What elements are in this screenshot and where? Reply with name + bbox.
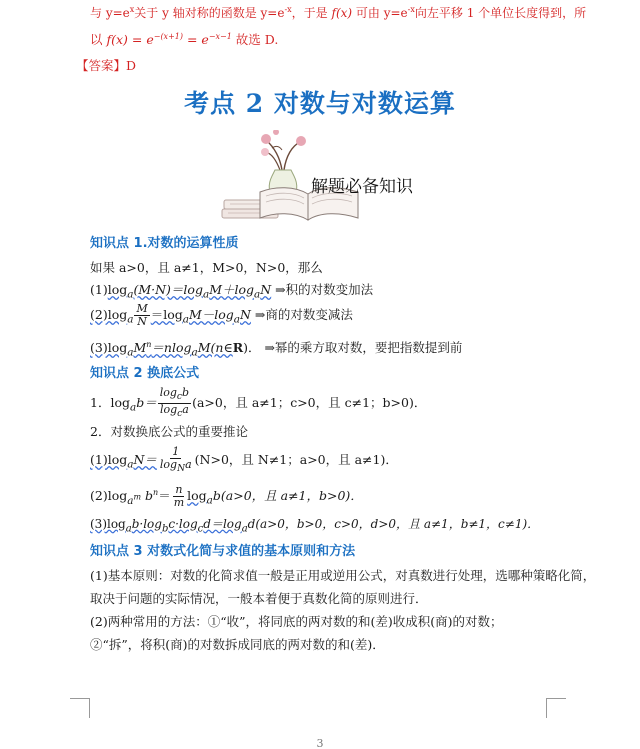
kp3-title: 知识点 3 对数式化简与求值的基本原则和方法 [90, 544, 356, 559]
log-text: log [107, 282, 128, 297]
log-base: a [127, 313, 134, 326]
log-text: (1)log [90, 452, 128, 468]
fraction-denominator: N [137, 315, 147, 328]
answer-value: D [126, 58, 137, 73]
rule-note: ⇒积的对数变加法 [271, 282, 374, 297]
formula-text: (M·N)＝log [133, 282, 203, 297]
log-text: log [159, 403, 178, 417]
kp2-corollary-title: 2．对数换底公式的重要推论 [90, 424, 248, 439]
formula-text: ＝nlog [151, 340, 192, 355]
log-text: (3)log [90, 340, 128, 355]
formula-text: d＝log [203, 517, 242, 531]
log-base: a [125, 523, 132, 535]
intro-line-1 [90, 4, 586, 21]
log-base [127, 492, 142, 507]
log-base: a [202, 288, 210, 301]
log-text: (2)log [90, 488, 128, 503]
kp1-rule-1 [90, 280, 373, 301]
reciprocal-fraction [158, 446, 194, 475]
log-base: a [182, 313, 189, 326]
corollary2-rhs [187, 488, 213, 507]
fraction-numerator: n [175, 483, 183, 496]
formula-text: M(n∈ [197, 340, 233, 355]
formula-text: M [133, 340, 147, 355]
formula-text: b＝ [136, 395, 157, 411]
corollary3-formula [90, 517, 248, 535]
fraction-denominator: m [173, 496, 185, 509]
rule-note: ⇒商的对数变减法 [250, 307, 353, 322]
log-text: ＝log [150, 307, 183, 322]
kp1-rule-3 [90, 338, 462, 359]
intro-sup: x [129, 5, 135, 14]
formula-condition: d(a>0，b>0，c>0，d>0，且 a≠1，b≠1，c≠1)． [247, 517, 540, 531]
flower-icon [261, 130, 306, 170]
intro-text: 与 y=e [90, 6, 130, 20]
kp3-paragraph-3: (2)两种常用的方法：①“收”，将同底的两对数的和(差)收成积(商)的对数； [90, 614, 503, 629]
formula-text: )． [243, 340, 261, 355]
formula-text: N＝ [133, 452, 157, 468]
log-text: log [187, 488, 207, 503]
log-base: a [129, 401, 137, 414]
log-base: c [176, 391, 183, 403]
answer-label: 【答案】 [76, 58, 127, 73]
kp2-corollary-3 [90, 515, 539, 534]
fraction-m-over-n [134, 303, 149, 328]
banner-title: 解题必备知识 [311, 177, 413, 197]
kp1-title: 知识点 1.对数的运算性质 [90, 236, 239, 251]
formula-text: b [182, 386, 190, 399]
log-base: a [191, 346, 198, 359]
kp1-rule-2 [90, 303, 353, 328]
formula-text: a [182, 403, 189, 417]
log-text: (3)log [90, 517, 126, 531]
kp2-corollary-1 [90, 446, 398, 475]
formula-text: b·log [131, 517, 162, 531]
fraction-denominator [158, 404, 191, 420]
formula-text: b [141, 488, 154, 503]
log-text: log [159, 458, 178, 471]
n-over-m-fraction [172, 484, 186, 509]
intro-sup: -x [284, 5, 292, 14]
formula-text: N [240, 307, 251, 322]
log-base: a [206, 494, 213, 507]
fraction-numerator: 1 [172, 445, 180, 458]
formula-text: M－log [188, 307, 234, 322]
exponent: n [153, 487, 159, 497]
fraction-numerator [158, 387, 191, 404]
rule-note: ⇒幂的乘方取对数，要把指数提到前 [260, 340, 463, 355]
page-corner-mark-left [70, 698, 90, 718]
intro-text: ，于是 [291, 6, 332, 20]
intro-line-2 [90, 30, 278, 48]
formula-text: N [260, 282, 272, 297]
formula-text: M＋log [209, 282, 255, 297]
formula-condition: b(a>0，且 a≠1，b>0)． [212, 488, 363, 503]
log-base: b [161, 523, 169, 535]
intro-formula: f(x) = e [106, 32, 154, 47]
kp2-title: 知识点 2 换底公式 [90, 366, 200, 381]
rule2-formula [90, 307, 134, 326]
rule2-rhs [150, 307, 251, 326]
rule3-formula [90, 339, 233, 359]
kp1-condition: 如果 a>0，且 a≠1，M>0，N>0，那么 [90, 260, 323, 275]
fraction-numerator: M [136, 302, 148, 315]
log-base: a [233, 313, 241, 326]
log-base: a [127, 346, 134, 359]
log-base: a [127, 288, 134, 301]
intro-text: 以 [90, 32, 107, 47]
kp3-paragraph-1: (1)基本原则：对数的化简求值一般是正用或逆用公式，对真数进行处理，选哪种策略化简， [90, 568, 596, 583]
rule1-formula [107, 282, 272, 301]
kp3-paragraph-4: ②“拆”，将积(商)的对数拆成同底的两对数的和(差)． [90, 637, 385, 652]
intro-sup: -x [407, 5, 415, 14]
log-base: a [254, 288, 261, 301]
intro-text: 关于 y 轴对称的函数是 y=e [134, 6, 285, 20]
log-text: 1．log [90, 395, 130, 411]
log-base: a [241, 523, 248, 535]
kp2-corollary-2 [90, 484, 363, 509]
log-text: log [159, 386, 177, 399]
formula-text: c·log [168, 517, 198, 531]
log-base: a [127, 494, 134, 507]
exponent: n [146, 339, 152, 349]
fraction-denominator [158, 459, 194, 475]
formula-text: a [185, 458, 192, 471]
exponent: m [133, 492, 142, 502]
section-title: 考点 2 对数与对数运算 [184, 89, 456, 118]
real-set-symbol: R [232, 340, 244, 355]
kp3-paragraph-2: 取决于问题的实际情况，一般本着便于真数化简的原则进行． [90, 591, 428, 606]
intro-text: 可由 y=e [352, 6, 408, 20]
formula-condition: (a>0，且 a≠1；c>0，且 c≠1；b>0)． [192, 395, 427, 411]
change-of-base-fraction [158, 387, 191, 420]
kp2-formula-1 [90, 387, 426, 420]
intro-fx: f(x) [331, 6, 353, 20]
formula-text: ＝ [158, 488, 171, 503]
log-base: a [127, 458, 134, 471]
page-corner-mark-right [546, 698, 566, 718]
intro-exponent: −x−1 [208, 31, 232, 41]
formula-condition: (N>0，且 N≠1；a>0，且 a≠1)． [194, 452, 398, 468]
log-base: c [177, 408, 183, 420]
page-number: 3 [316, 737, 324, 749]
log-text: (2)log [90, 307, 128, 322]
rule-number: (1) [90, 282, 108, 297]
corollary1-lhs [90, 452, 157, 471]
answer [76, 56, 136, 74]
log-base: c [197, 523, 204, 535]
intro-text: 向左平移 1 个单位长度得到，所 [414, 6, 587, 20]
intro-exponent: −(x+1) [153, 31, 183, 41]
log-base: N [177, 463, 186, 475]
intro-text: 故选 D. [231, 32, 279, 47]
intro-formula: = e [182, 32, 209, 47]
